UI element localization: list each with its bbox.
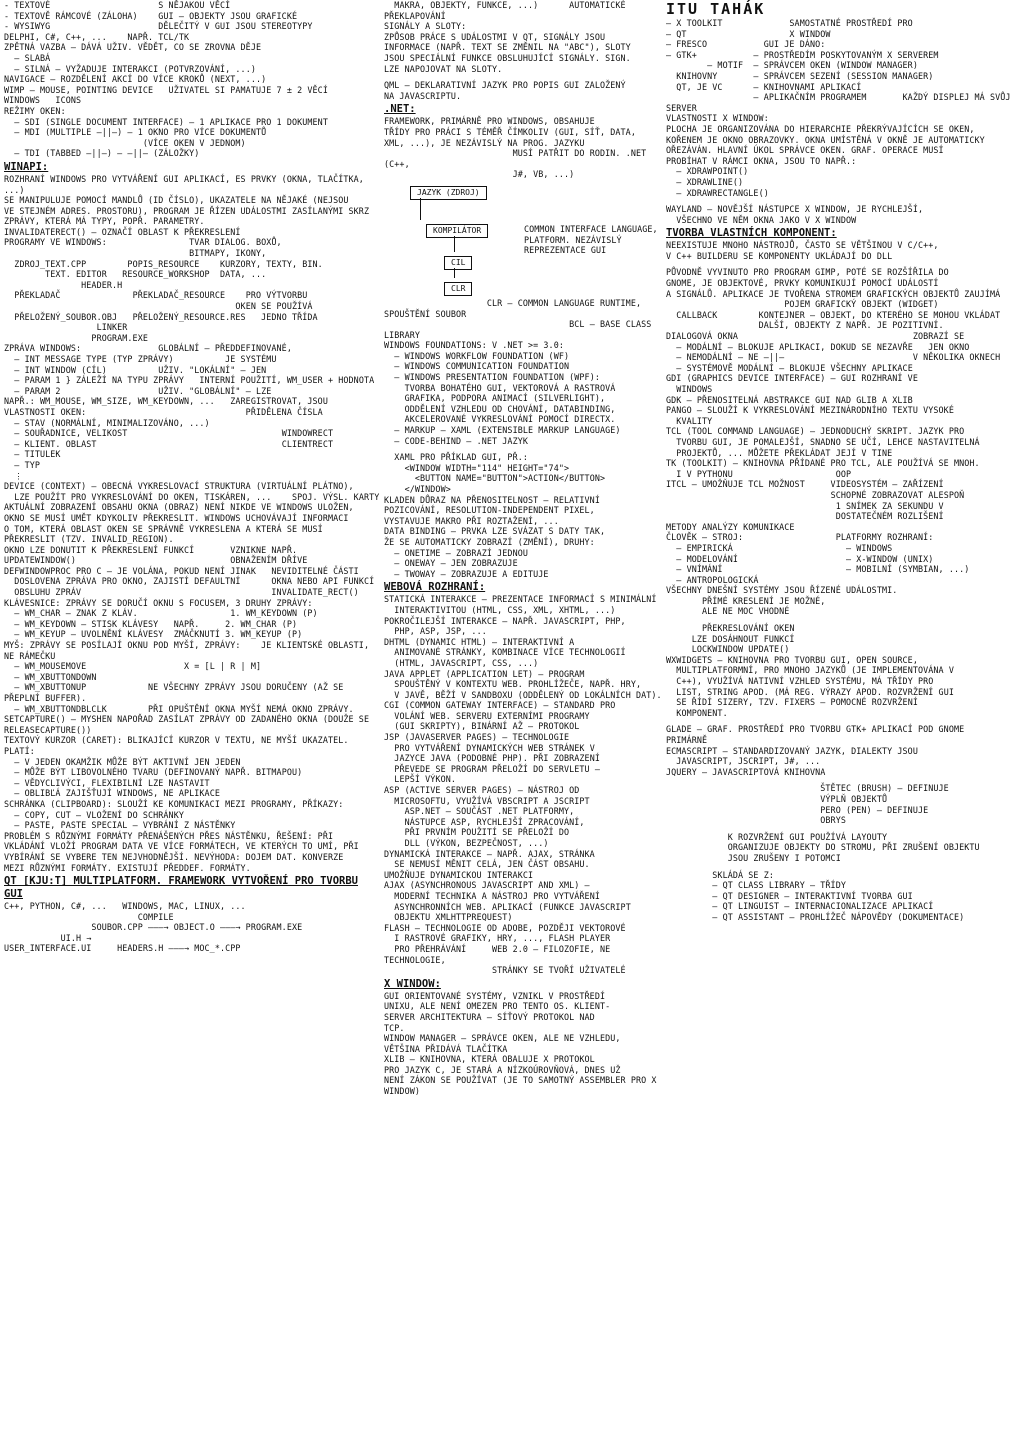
note-line: VYBÍRÁNÍ SE VYBERE TEN NEJVHODNĚJŠÍ. NEVÝHODA: DOJEM DAT. KONVERZE [4, 851, 344, 862]
note-line: OBJEKTU XMLHTTPREQUEST) [384, 912, 513, 923]
note-line: BCL – BASE CLASS LIBRARY [384, 319, 657, 340]
note-line: – WM_XBUTTONDOWN [4, 671, 97, 682]
note-line: HEADER.H [4, 279, 123, 290]
note-line: 1 SNÍMEK ZA SEKUNDU V [666, 500, 944, 511]
note-line: ZPĚTNÁ VAZBA – DÁVÁ UŽIV. VĚDĚT, CO SE ZROVNA DĚJE [4, 42, 262, 53]
note-line: <BUTTON NAME="BUTTON">ACTION</BUTTON> [384, 473, 606, 484]
note-line: LOCKWINDOW UPDATE() [666, 644, 790, 655]
note-line: VOLÁNÍ WEB. SERVERU EXTERNÍMI PROGRAMY [384, 710, 590, 721]
note-line: ASP (ACTIVE SERVER PAGES) – NÁSTROJ OD [384, 785, 580, 796]
note-line: GUI ORIENTOVANÉ SYSTÉMY, VZNIKL V PROSTŘEDÍ [384, 990, 606, 1001]
note-line: NEEXISTUJE MNOHO NÁSTROJŮ, ČASTO SE VĚTŠINOU V C/C++, [666, 240, 939, 251]
note-line: TŘÍDY PRO PRÁCI S TÉMĚŘ ČÍMKOLIV (GUI, SÍŤ, DATA, [384, 126, 636, 137]
note-line: VKLÁDÁNÍ VLOŽÍ PROGRAM DATA VE VÍCE FORMÁTECH, VE KTERÝCH TO UMÍ, PŘI [4, 841, 359, 852]
note-line: POKROČILEJŠÍ INTERAKCE – NAPŘ. JAVASCRIPT, PHP, [384, 615, 626, 626]
note-line: ITCL – UMOŽŇUJE TCL MOŽNOST VIDEOSYSTÉM – ZAŘÍZENÍ [666, 479, 944, 490]
note-line: – QT ASSISTANT – PROHLÍŽEČ NÁPOVĚDY (DOKUMENTACE) [666, 911, 965, 922]
diagram-box-compiler: KOMPILÁTOR [426, 224, 488, 238]
note-line: SE NEMUSÍ MĚNIT CELÁ, JEN ČÁST OBSAHU. UMOŽŇUJE DYNAMICKOU INTERAKCI [384, 859, 626, 880]
note-line: PŘEKRESLOVÁNÍ OKEN [666, 623, 795, 634]
note-line: WINDOWS [666, 384, 713, 394]
note-line: – COPY, CUT – VLOŽENÍ DO SCHRÁNKY [4, 809, 184, 820]
note-line: UNIXU, ALE NENÍ OMEZEN PRO TENTO OS. KLIENT- [384, 1001, 611, 1012]
note-line: VE STEJNÉM ADRES. PROSTORU), PROGRAM JE ŘÍZEN UDÁLOSTMI ZASÍLANÝMI SKRZ [4, 205, 370, 216]
section-heading: X WINDOW: [384, 977, 441, 990]
note-line: FRAMEWORK, PRIMÁRNĚ PRO WINDOWS, OBSAHUJE [384, 116, 595, 127]
note-line: C++, PYTHON, C#, ... WINDOWS, MAC, LINUX, ... [4, 901, 246, 912]
note-line: DLL (VÝKON, BEZPEČNOST, ...) [384, 838, 549, 848]
note-line: WINDOWS FOUNDATIONS: V .NET >= 3.0: [384, 340, 564, 351]
note-line: JAZYCE JAVA (PODOBNÉ PHP). PŘI ZOBRAZENÍ [384, 753, 600, 764]
diagram-arrow [454, 268, 455, 278]
note-line: DOSLOVENA ZPRÁVA PRO OKNO, ZAJISTÍ DEFAULTNÍ OKNA NEBO API FUNKCÍ [4, 576, 375, 587]
note-line: ROZHRANÍ WINDOWS PRO VYTVÁŘENÍ GUI APLIKACÍ, ES PRVKY (OKNA, TLAČÍTKA, ...) [4, 173, 370, 195]
note-line: JSOU ZRUŠENY I POTOMCI [666, 852, 841, 863]
note-line: OBSLUHU ZPRÁV INVALIDATE_RECT() [4, 587, 359, 598]
note-line: ŽE SE AUTOMATICKY ZOBRAZÍ (ZMĚNÍ), DRUHY: [384, 536, 595, 547]
note-line: – PARAM 1 } ZÁLEŽÍ NA TYPU ZPRÁVY INTERNÍ POUŽITÍ, WM_USER + HODNOTA [4, 375, 375, 386]
note-line: I RASTROVÉ GRAFIKY, HRY, ..., FLASH PLAYER [384, 933, 611, 944]
note-line: – VNÍMÁNÍ – MOBILNÍ (SYMBIAN, ...) [666, 564, 970, 575]
note-line: – WM_XBUTTONDBLCLK PŘI OPUŠTĚNÍ OKNA MYŠÍ NEMÁ OKNO ZPRÁVY. [4, 703, 354, 714]
note-line: OKNO LZE DONUTIT K PŘEKRESLENÍ FUNKCÍ VZNIKNE NAPŘ. [4, 544, 298, 555]
note-line: XLIB – KNIHOVNA, KTERÁ OBALUJE X PROTOKOL [384, 1054, 595, 1065]
note-line: – INT WINDOW (CÍL) UŽIV. "LOKÁLNÍ" – JEN [4, 364, 267, 375]
note-line: – GTK+ – PROSTŘEDÍM POSKYTOVANÝM X SERVEREM [666, 49, 939, 60]
note-line: ORGANIZUJE OBJEKTY DO STROMU, PŘI ZRUŠENÍ OBJEKTU [666, 842, 980, 853]
diagram-note-cil: COMMON INTERFACE LANGUAGE, PLATFORM. NEZÁVISLÝ REPREZENTACE GUI [524, 223, 663, 256]
note-line: – ONEWAY – JEN ZOBRAZUJE [384, 558, 518, 569]
note-line: PŘÍMÉ KRESLENÍ JE MOŽNÉ, [666, 595, 826, 606]
note-line: ZDROJ_TEXT.CPP POPIS_RESOURCE KURZORY, TEXTY, BIN. [4, 258, 323, 269]
note-line: (VÍCE OKEN V JEDNOM) [4, 137, 246, 148]
note-line: – WM_CHAR – ZNAK Z KLÁV. 1. WM_KEYDOWN (P) [4, 608, 318, 619]
note-line: – APLIKAČNÍM PROGRAMEM KAŽDÝ DISPLEJ MÁ SVŮJ SERVER [666, 92, 1016, 113]
left-column [4, 0, 380, 1446]
note-line: MICROSOFTU, VYUŽÍVÁ VBSCRIPT A JSCRIPT [384, 795, 590, 806]
note-line: WINDOW MANAGER – SPRÁVCE OKEN, ALE NE VZHLEDU, [384, 1033, 621, 1044]
note-line: DEVICE (CONTEXT) – OBECNÁ VYKRESLOVACÍ STRUKTURA (VIRTUÁLNÍ PLÁTNO), [4, 481, 354, 492]
middle-column [384, 0, 664, 1446]
note-line: NA JAVASCRIPTU. [384, 90, 462, 101]
note-line: GRAFIKA, PODPORA ANIMACÍ (SILVERLIGHT), [384, 393, 606, 404]
note-line: VŠECHNO VE NĚM OKNA JAKO V X WINDOW [666, 214, 857, 225]
note-line: I V PYTHONU OOP [666, 468, 852, 479]
note-line: K ROZVRŽENÍ GUI POUŽÍVÁ LAYOUTY [666, 831, 888, 842]
note-line: – XDRAWPOINT() [666, 166, 749, 177]
note-line: WXWIDGETS – KNIHOVNA PRO TVORBU GUI, OPEN SOURCE, [666, 654, 918, 665]
note-line: LZE POUŽÍT PRO VYKRESLOVÁNÍ DO OKEN, TISKÁREN, ... SPOJ. VÝSL. KARTY [4, 491, 380, 502]
note-line: JSP (JAVASERVER PAGES) – TECHNOLOGIE [384, 732, 570, 743]
note-line: – SDI (SINGLE DOCUMENT INTERFACE) – 1 APLIKACE PRO 1 DOKUMENT [4, 116, 328, 127]
diagram-box-clr: CLR [444, 282, 472, 296]
note-line: TVORBA BOHATÉHO GUI, VEKTOROVÁ A RASTROVÁ [384, 382, 616, 393]
note-line: PŘEVEDE SE PROGRAM PŘELOŽÍ DO SERVLETU – [384, 763, 600, 774]
note-line: INVALIDATERECT() – OZNAČÍ OBLAST K PŘEKRESLENÍ [4, 226, 241, 237]
note-line: SE ŘÍDÍ SIZERY, TZV. FIXERS – POMOCNÉ ROZVRŽENÍ [666, 697, 918, 708]
note-line: PROBLÉM S RŮZNÝMI FORMÁTY PŘENÁŠENÝCH PŘES NÁSTĚNKU, ŘEŠENÍ: PŘI [4, 830, 334, 841]
section-heading: .NET: [384, 103, 416, 116]
note-line: DEFWINDOWPROC PRO C – JE VOLÁNA, POKUD NENÍ JINAK NEVIDITELNÉ ČÁSTI [4, 565, 359, 576]
note-line: KNIHOVNY – SPRÁVCEM SEZENÍ (SESSION MANAGER) [666, 70, 934, 81]
note-line: – INT MESSAGE TYPE (TYP ZPRÁVY) JE SYSTÉMU [4, 354, 277, 364]
note-line: – XDRAWLINE() [666, 176, 744, 187]
note-line: USER_INTERFACE.UI HEADERS.H ———→ MOC_*.CPP [4, 943, 241, 954]
note-line: MUSÍ PATŘIT DO RODIN. .NET (C++, [384, 148, 652, 169]
note-line: PŘEKRESLIT (TZV. INVALID_REGION). [4, 534, 174, 545]
note-line: (HTML, JAVASCRIPT, CSS, ...) [384, 657, 539, 668]
note-line: VĚTŠINA PŘIDÁVÁ TLAČÍTKA [384, 1043, 508, 1054]
note-line: C++), VYUŽÍVÁ NATIVNÍ VZHLED SYSTÉMU, MÁ TŘÍDY PRO [666, 676, 934, 687]
note-line: (GUI SKRIPTY), BINÁRNÍ AŽ – PROTOKOL [384, 721, 580, 732]
note-line: MAKRA, OBJEKTY, FUNKCE, ...) AUTOMATICKÉ PŘEKLAPOVÁNÍ [384, 0, 631, 21]
note-line: KVALITY [666, 415, 713, 426]
note-line: INTERAKTIVITOU (HTML, CSS, XML, XHTML, ...) [384, 604, 616, 615]
note-line: VLASTNOSTI X WINDOW: [666, 113, 769, 124]
note-line: NENÍ ZÁKON SE POUŽÍVAT (JE TO SAMOTNÝ ASSEMBLER PRO X WINDOW) [384, 1075, 662, 1097]
note-line: – NEMODÁLNÍ – NE –||– V NĚKOLIKA OKNECH [666, 352, 1001, 363]
note-line: – SILNÁ – VYŽADUJE INTERAKCI (POTVRZOVÁNÍ, ...) [4, 63, 256, 74]
note-line: PHP, ASP, JSP, ... [384, 626, 487, 637]
note-line: VLASTNOSTI OKEN: PŘIDĚLENA ČÍSLA [4, 406, 323, 417]
note-line: – SLABÁ [4, 52, 51, 63]
note-line: TVORBU GUI, JE POMALEJŠÍ, SNADNO SE UČÍ, LEHCE NASTAVITELNÁ [666, 436, 980, 447]
note-line: – TDI (TABBED –||–) – –||– (ZÁLOŽKY) [4, 148, 200, 159]
note-line: PRO PŘEHRÁVÁNÍ WEB 2.0 – FILOZOFIE, NE TECHNOLOGIE, [384, 943, 616, 965]
note-line: PLOCHA JE ORGANIZOVÁNA DO HIERARCHIE PŘEKRÝVAJÍCÍCH SE OKEN, [666, 123, 975, 134]
note-line: PRO JAZYK C, JE STARÁ A NÍZKOÚROVŇOVÁ, DNES UŽ [384, 1064, 621, 1075]
note-line: ODDĚLENÍ VZHLEDU OD CHOVÁNÍ, DATABINDING, [384, 403, 616, 414]
note-line: O TOM, KTERÁ OBLAST OKEN SE SPRÁVNĚ VYKRESLENA A KTERÁ SE MUSÍ [4, 523, 323, 534]
note-line: – WINDOWS WORKFLOW FOUNDATION (WF) [384, 350, 570, 361]
note-line: XML, ...), JE NEZÁVISLÝ NA PROG. JAZYKU [384, 137, 585, 148]
note-line: PRIMÁRNĚ [666, 735, 708, 745]
note-line: – QT DESIGNER – INTERAKTIVNÍ TVORBA GUI [666, 890, 913, 901]
section-heading: WEBOVÁ ROZHRANÍ: [384, 581, 486, 594]
note-line: SERVER ARCHITEKTURA – SÍŤOVÝ PROTOKOL NAD [384, 1011, 595, 1022]
note-line: - TEXTOVĚ RÁMCOVÉ (ZÁLOHA) GUI – OBJEKTY JSOU GRAFICKÉ [4, 10, 298, 21]
note-line: – XDRAWRECTANGLE() [666, 187, 769, 198]
note-line: – WINDOWS COMMUNICATION FOUNDATION [384, 361, 570, 372]
note-line: PERO (PEN) – DEFINUJE [666, 804, 929, 815]
note-line: MYŠ: ZPRÁVY SE POSÍLAJÍ OKNU POD MYŠÍ, ZPRÁVY: JE KLIENTSKÉ OBLASTI, NE RÁMEČKU [4, 640, 375, 661]
note-line: – OBLIBĽÁ ZAJIŠŤUJÍ WINDOWS, NE APLIKACE [4, 788, 220, 799]
note-line: V JAVĚ, BĚŽÍ V SANDBOXU (ODDĚLENÝ OD LOKÁLNÍCH DAT). [384, 689, 662, 700]
note-line: SE MANIPULUJE POMOCÍ MANDLŮ (ID ČÍSLO), UKAZATELE NA NĚJAKÉ (NEJSOU [4, 195, 349, 206]
note-line: ŠTĚTEC (BRUSH) – DEFINUJE [666, 783, 949, 794]
note-line: ASP.NET – SOUČÁST .NET PLATFORMY, [384, 806, 575, 817]
section-heading: WINAPI: [4, 160, 49, 173]
note-line: SIGNÁLY A SLOTY: [384, 21, 467, 32]
note-line: DIALOGOVÁ OKNA ZOBRAZÍ SE [666, 331, 965, 342]
note-line: – X TOOLKIT SAMOSTATNÉ PROSTŘEDÍ PRO [666, 18, 913, 28]
note-line: SOUBOR.CPP ———→ OBJECT.O ———→ PROGRAM.EXE [4, 922, 303, 933]
note-line: SCHRÁNKA (CLIPBOARD): SLOUŽÍ KE KOMUNIKACI MEZI PROGRAMY, PŘÍKAZY: [4, 798, 344, 809]
note-line: DYNAMICKÁ INTERAKCE – NAPŘ. AJAX, STRÁNKA [384, 848, 595, 859]
note-line: NAVIGACE – ROZDĚLENÍ AKCÍ DO VÍCE KROKŮ (NEXT, ...) [4, 74, 267, 85]
diagram-box-source: JAZYK (ZDROJ) [410, 186, 487, 200]
note-line: JAVA APPLET (APPLICATION LET) – PROGRAM [384, 668, 585, 679]
note-line: – FRESCO GUI JE DÁNO: [666, 39, 826, 50]
note-line: – QT X WINDOW [666, 28, 831, 39]
note-line: VÝPLŇ OBJEKTŮ [666, 793, 888, 804]
note-line: AKTUÁLNÍ ZOBRAZENÍ OBSAHU OKNA (OBRAZ) NENÍ NIKDE VE WINDOWS ULOŽEN, [4, 502, 354, 513]
note-line: – ONETIME – ZOBRAZÍ JEDNOU [384, 547, 528, 558]
note-line: – SOUŘADNICE, VELIKOST WINDOWRECT [4, 428, 334, 439]
note-line: – TITULEK [4, 449, 61, 460]
page-title: ITU TAHÁK [666, 0, 766, 18]
note-line: INFORMACE (NAPŘ. TEXT SE ZMĚNIL NA "ABC"), SLOTY [384, 42, 631, 53]
note-line: <WINDOW WIDTH="114" HEIGHT="74"> [384, 462, 570, 473]
note-line: PROGRAM.EXE [4, 332, 148, 343]
note-line: – TWOWAY – ZOBRAZUJE A EDITUJE [384, 568, 549, 579]
note-line: PŘEKLADAČ PŘEKLADAČ_RESOURCE PRO VÝTVORBU [4, 290, 308, 301]
note-line: OŘEZÁVÁN. HLAVNÍ ÚKOL SPRÁVCE OKEN. GRAF. OPERACE MUSÍ [666, 145, 944, 156]
note-line: SCHOPNÉ ZOBRAZOVAT ALESPOŇ [666, 489, 965, 500]
note-line: – QT CLASS LIBRARY – TŘÍDY [666, 880, 846, 891]
note-line: QML – DEKLARATIVNÍ JAZYK PRO POPIS GUI ZALOŽENÝ [384, 80, 626, 91]
note-line: KLADEN DŮRAZ NA PŘENOSITELNOST – RELATIVNÍ [384, 494, 600, 505]
note-line: PROGRAMY VE WINDOWS: TVAR DIALOG. BOXŮ, [4, 237, 282, 248]
note-line: SPOUŠTĚNÝ V KONTEXTU WEB. PROHLÍŽEČE, NAPŘ. HRY, [384, 679, 642, 690]
note-line: – SYSTÉMOVĚ MODÁLNÍ – BLOKUJE VŠECHNY APLIKACE [666, 362, 913, 373]
note-line: XAML PRO PŘÍKLAD GUI, PŘ.: [384, 452, 528, 463]
note-line: CLR – COMMON LANGUAGE RUNTIME, SPOUŠTĚNÍ SOUBOR [384, 297, 647, 319]
note-line: – QT LINGUIST – INTERNACIONALIZACE APLIKACÍ [666, 901, 934, 912]
note-line: REŽIMY OKEN: [4, 105, 66, 116]
note-line: PANGO – SLOUŽÍ K VYKRESLOVÁNÍ MEZINÁRODNÍHO TEXTU VYSOKÉ [666, 405, 954, 416]
note-line: ALE NE MOC VHODNÉ [666, 606, 790, 617]
note-line: DALŠÍ, OBJEKTY Z NAPŘ. JE POZITIVNÍ. [666, 320, 944, 331]
note-line: STATICKÁ INTERAKCE – PREZENTACE INFORMACÍ S MINIMÁLNÍ [384, 594, 657, 605]
note-line: ANIMOVANÉ STRÁNKY, KOMBINACE VÍCE TECHNOLOGIÍ [384, 647, 626, 658]
note-line: WIMP – MOUSE, POINTING DEVICE UŽIVATEL SI PAMATUJE 7 ± 2 VĚCÍ [4, 84, 328, 95]
note-line: STRÁNKY SE TVOŘÍ UŽIVATELÉ [384, 965, 626, 976]
note-line: – MODELOVÁNÍ – X-WINDOW (UNIX) [666, 553, 934, 564]
note-line: JQUERY – JAVASCRIPTOVÁ KNIHOVNA [666, 766, 826, 777]
note-line: MULTIPLATFORMNÍ, PRO MNOHO JAZYKŮ (JE IMPLEMENTOVÁNA V [666, 665, 954, 676]
note-line: – PARAM 2 UŽIV. "GLOBÁLNÍ" – LZE [4, 385, 272, 396]
diagram-arrow [454, 236, 455, 252]
note-line: KOMPONENT. [666, 707, 728, 718]
note-line: – PASTE, PASTE SPECIAL – VYBRÁNÍ Z NÁSTĚNKY [4, 820, 236, 831]
note-line: PŘI PRVNÍM POUŽITÍ SE PŘELOŽÍ DO [384, 827, 570, 838]
note-line: SETCAPTURE() – MYSHEN NAPOŘAD ZASÍLAT ZPRÁVY OD ZADANÉHO OKNA (DOUŽE SE RELEASECAPTURE()) [4, 714, 375, 735]
note-line: MEZI RŮZNÝMI FORMÁTY. EXISTUJÍ PŘEDDEF. FORMÁTY. [4, 862, 251, 873]
note-line: ZPRÁVY, KTERÁ MÁ TYPY, POPŘ. PARAMETRY. [4, 216, 205, 227]
note-line: – ANTROPOLOGICKÁ [666, 574, 759, 585]
note-line: PRO VYTVÁŘENÍ DYNAMICKÝCH WEB STRÁNEK V [384, 742, 595, 753]
note-line: CALLBACK KONTEJNER – OBJEKT, DO KTERÉHO SE MOHOU VKLÁDAT [666, 309, 1001, 320]
note-line: METODY ANALÝZY KOMUNIKACE [666, 521, 795, 532]
note-line: LINKER [4, 322, 128, 333]
note-line: TEXT. EDITOR RESOURCE_WORKSHOP DATA, ... [4, 269, 267, 280]
note-line: ZPŮSOB PRÁCE S UDÁLOSTMI V QT, SIGNÁLY JSOU [384, 31, 606, 42]
note-line: AKCELEROVANÉ VYKRESLOVÁNÍ POMOCÍ DIRECTX. [384, 414, 616, 425]
note-line: POZICOVÁNÍ, RESOLUTION-INDEPENDENT PIXEL, [384, 505, 595, 516]
note-line: – KLIENT. OBLAST CLIENTRECT [4, 438, 334, 449]
note-line: – WM_KEYUP – UVOLNĚNÍ KLÁVESY ZMÁČKNUTÍ 3. WM_KEYUP (P) [4, 629, 303, 640]
note-line: – MARKUP – XAML (EXTENSIBLE MARKUP LANGUAGE) [384, 425, 621, 436]
note-line: POJEM GRAFICKÝ OBJEKT (WIDGET) [666, 299, 939, 310]
note-line: GDI (GRAPHICS DEVICE INTERFACE) – GUI ROZHRANÍ VE [666, 373, 918, 384]
note-line: </WINDOW> [384, 484, 451, 494]
dotnet-compile-diagram [384, 180, 664, 298]
note-line: – MOTIF – SPRÁVCEM OKEN (WINDOW MANAGER) [666, 60, 918, 71]
note-line: PŮVODNĚ VYVINUTO PRO PROGRAM GIMP, POTÉ SE ROZŠÍŘILA DO [666, 267, 949, 278]
note-line: UPDATEWINDOW() OBNAŽENÍM DŘÍVE [4, 555, 308, 566]
note-line: DATA BINDING – PRVKA LZE SVÁZAT S DATY TAK, [384, 526, 606, 537]
note-line: VŠECHNY DNEŠNÍ SYSTÉMY JSOU ŘÍZENÉ UDÁLOSTMI. [666, 585, 898, 596]
note-line: GDK – PŘENOSITELNÁ ABSTRAKCE GUI NAD GLIB A XLIB [666, 394, 913, 405]
note-line: PŘELOŽENÝ_SOUBOR.OBJ PŘELOŽENÝ_RESOURCE.RES JEDNO TŘÍDA [4, 311, 318, 322]
note-line: – WM_MOUSEMOVE X = [L | R | M] [4, 661, 262, 672]
note-line: – MŮŽE BÝT LIBOVOLNÉHO TVARU (DEFINOVANÝ NAPŘ. BITMAPOU) [4, 767, 303, 778]
note-line: – CODE-BEHIND – .NET JAZYK [384, 435, 528, 446]
note-line: VYSTAVUJE MAKRO PŘI ROZTAŽENÍ, ... [384, 515, 559, 526]
note-line: NAPŘ.: WM_MOUSE, WM_SIZE, WM_KEYDOWN, ... ZAREGISTROVAT, JSOU [4, 396, 328, 407]
note-line: OBRYS [666, 815, 846, 826]
note-line: DHTML (DYNAMIC HTML) – INTERAKTIVNÍ A [384, 636, 575, 647]
note-line: WAYLAND – NOVĚJŠÍ NÁSTUPCE X WINDOW, JE RYCHLEJŠÍ, [666, 204, 924, 215]
diagram-arrow [420, 198, 421, 220]
note-line: ASYNCHRONNÍCH WEB. APLIKACÍ (FUNKCE JAVASCRIPT [384, 901, 631, 912]
note-line: TK (TOOLKIT) – KNIHOVNA PŘÍDANÉ PRO TCL, ALE POUŽÍVÁ SE MNOH. [666, 458, 980, 469]
note-line: – STAV (NORMÁLNÍ, MINIMALIZOVÁNO, ...) [4, 417, 210, 428]
note-line: ⋮ [4, 470, 23, 481]
note-line: – WM_KEYDOWN – STISK KLÁVESY NAPŘ. 2. WM_CHAR (P) [4, 618, 298, 629]
note-line: - TEXTOVÉ S NĚJAKOU VĚCÍ [4, 0, 231, 10]
note-line: GNOME, JE OBJEKTOVÉ, PRVKY KOMUNIKUJÍ POMOCÍ UDÁLOSTÍ [666, 278, 939, 289]
note-line: – VĚDYCLIVÝCI, FLEXIBILNÍ LZE NASTAVIT [4, 777, 210, 788]
note-line: – TYP [4, 459, 41, 470]
note-line: LZE NAPOJOVAT NA SLOTY. [384, 63, 503, 74]
note-line: A SIGNÁLŮ. APLIKACE JE TVOŘENA STROMEM GRAFICKÝCH OBJEKTŮ ZAUJÍMÁ [666, 288, 1001, 299]
section-heading: QT [KJU:T] MULTIPLATFORM. FRAMEWORK VYTVOŘENÍ PRO TVORBU GUI [4, 875, 359, 901]
note-line: DOSTATEČNÉM ROZLIŠENÍ [666, 511, 944, 522]
note-line: DELPHI, C#, C++, ... NAPŘ. TCL/TK [4, 31, 190, 42]
note-line: LEPŠÍ VÝKON. [384, 774, 457, 785]
note-line: AJAX (ASYNCHRONOUS JAVASCRIPT AND XML) – [384, 880, 590, 891]
note-line: ZPRÁVA WINDOWS: GLOBÁLNÍ – PŘEDDEFINOVANÉ, [4, 343, 292, 354]
note-line: – MODÁLNÍ – BLOKUJE APLIKACI, DOKUD SE NEZAVŘE JEN OKNO [666, 341, 970, 352]
note-line: KOŘENEM JE OKNO OBRAZOVKY. OKNA UMÍSTĚNÁ V OKNĚ JE AUTOMATICKY [666, 134, 985, 145]
note-line: GLADE – GRAF. PROSTŘEDÍ PRO TVORBU GTK+ APLIKACÍ POD GNOME [666, 724, 965, 735]
note-line: – EMPIRICKÁ – WINDOWS [666, 542, 893, 553]
section-heading: TVORBA VLASTNÍCH KOMPONENT: [666, 227, 837, 240]
note-line: FLASH – TECHNOLOGIE OD ADOBE, POZDĚJI VEKTOROVÉ [384, 922, 626, 933]
note-line: NÁSTUPCE ASP, RYCHLEJŠÍ ZPRACOVÁNÍ, [384, 816, 585, 827]
note-line: – MDI (MULTIPLE –||–) – 1 OKNO PRO VÍCE DOKUMENTŮ [4, 127, 267, 138]
note-line: WINDOWS ICONS [4, 95, 82, 106]
note-line: TEXTOVÝ KURZOR (CARET): BLIKAJÍCÍ KURZOR V TEXTU, NE MYŠÍ UKAZATEL. PLATÍ: [4, 735, 354, 756]
note-line: PROJEKTŮ, ... MŮŽETE PŘEKLÁDAT JEJÍ V TINE [666, 447, 893, 458]
note-line: ECMASCRIPT – STANDARDIZOVANÝ JAZYK, DIALEKTY JSOU [666, 745, 918, 756]
note-line: JSOU SPECIÁLNÍ FUNKCE OBSLUHUJÍCÍ SIGNÁLY. SIGN. [384, 52, 631, 63]
note-line: OKNO SE MUSÍ UMĚT KDYKOLIV PŘEKRESLIT. WINDOWS UCHOVÁVAJÍ INFORMACI [4, 512, 349, 523]
note-line: PROBÍHAT V RÁMCI OKNA, JSOU TO NAPŘ.: [666, 155, 857, 166]
note-line: MODERNÍ TECHNIKA A NÁSTROJ PRO VYTVÁŘENÍ [384, 890, 600, 901]
note-line: J#, VB, ...) [384, 169, 575, 180]
note-line: V C++ BUILDERU SE KOMPONENTY UKLÁDAJÍ DO DLL [666, 250, 893, 261]
note-line: – WINDOWS PRESENTATION FOUNDATION (WPF): [384, 372, 600, 383]
diagram-box-cil: CIL [444, 256, 472, 270]
note-line: KLÁVESNICE: ZPRÁVY SE DORUČÍ OKNU S FOCUSEM, 3 DRUHY ZPRÁVY: [4, 597, 313, 608]
right-column [666, 0, 1022, 1446]
note-line: – V JEDEN OKAMŽIK MŮŽE BÝT AKTIVNÍ JEN JEDEN [4, 756, 241, 767]
note-line: LZE DOSÁHNOUT FUNKCÍ [666, 633, 795, 644]
note-line: – WM_XBUTTONUP NE VŠECHNY ZPRÁVY JSOU DORUČENY (AŽ SE PŘEPLNÍ BUFFER). [4, 682, 349, 703]
note-line: OKEN SE POUŽÍVÁ [4, 301, 313, 312]
note-line: CGI (COMMON GATEWAY INTERFACE) – STANDARD PRO [384, 700, 616, 711]
note-line: TCL (TOOL COMMAND LANGUAGE) – JEDNODUCHÝ SKRIPT. JAZYK PRO [666, 426, 965, 437]
note-line: COMPILE [4, 911, 174, 922]
note-line: QT, JE VC – KNIHOVNAMI APLIKACÍ [666, 81, 862, 92]
note-line: - WYSIWYG DĚLEČITÝ V GUI JSOU STEREOTYPY [4, 21, 313, 32]
note-line: UI.H → [4, 932, 92, 943]
note-line: BITMAPY, IKONY, [4, 248, 267, 259]
note-line: LIST, STRING APOD. (MÁ REG. VÝRAZY APOD. ROZVRŽENÍ GUI [666, 686, 954, 697]
note-line: SKLÁDÁ SE Z: [666, 869, 774, 880]
note-line: ČLOVĚK – STROJ: PLATFORMY ROZHRANÍ: [666, 532, 934, 543]
note-line: TCP. [384, 1022, 405, 1033]
note-line: JAVASCRIPT, JSCRIPT, J#, ... [666, 756, 821, 767]
